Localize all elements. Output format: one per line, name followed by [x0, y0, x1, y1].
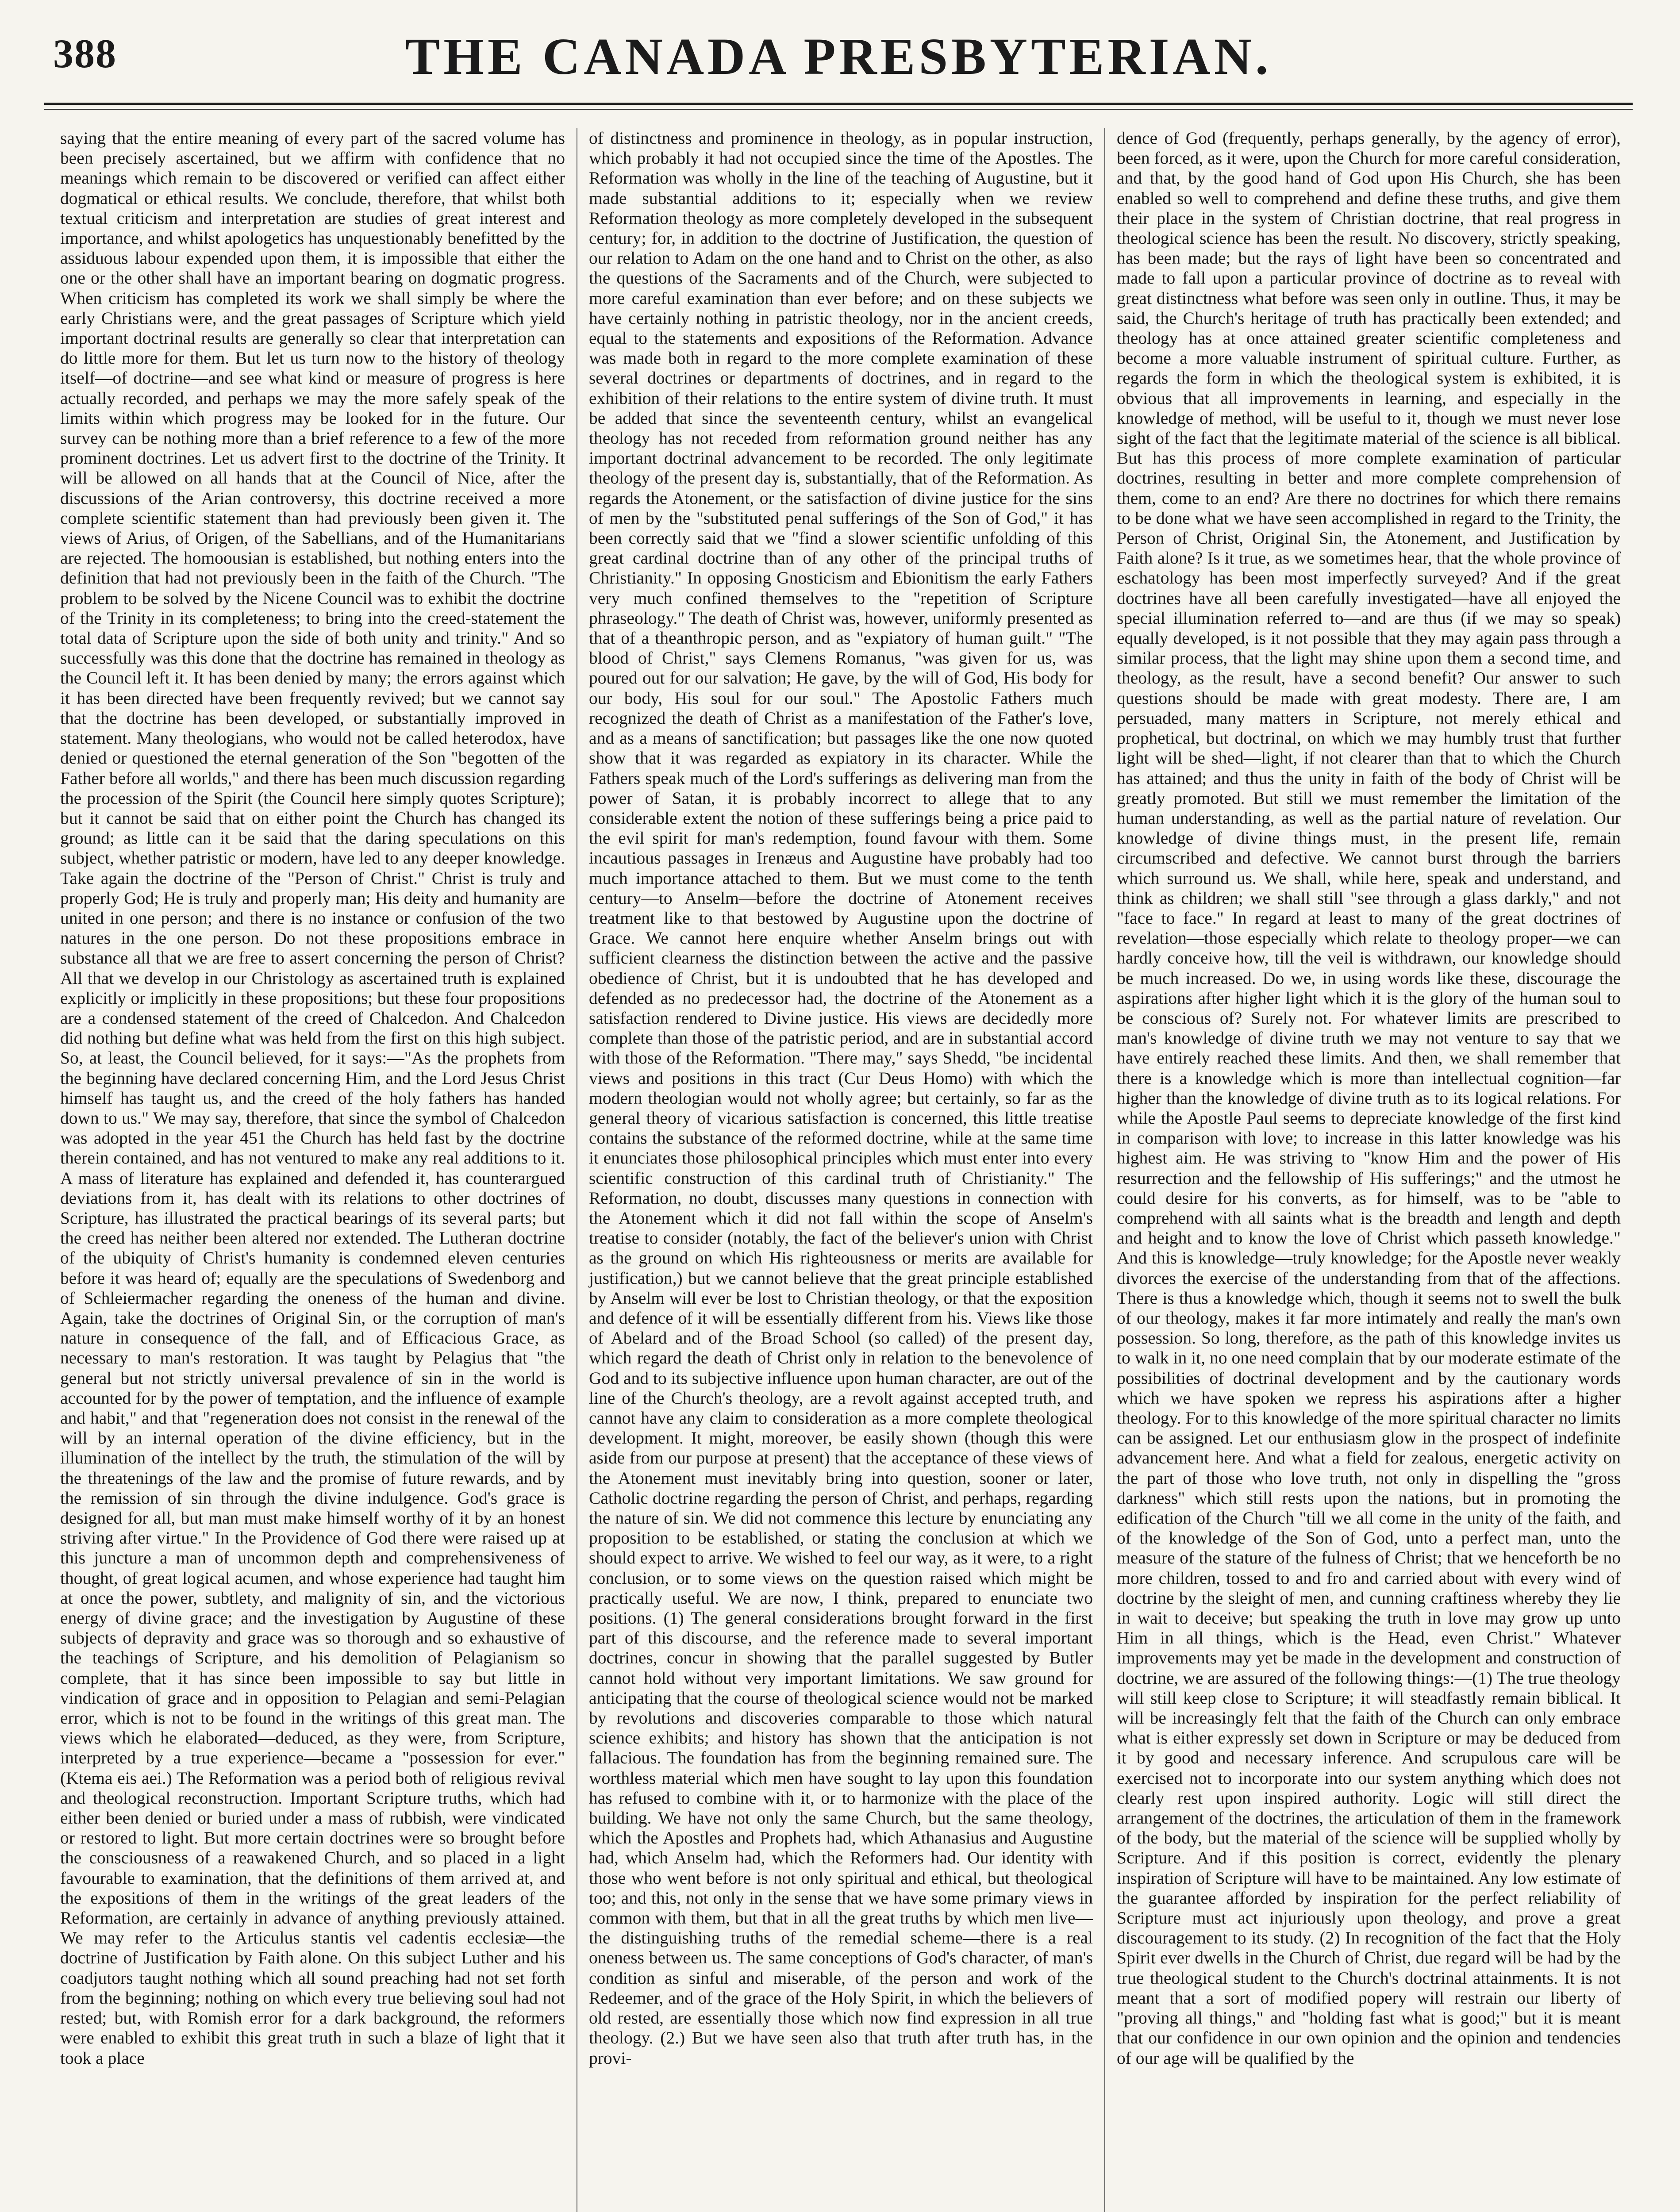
column-text: saying that the entire meaning of every part of the sacred volume has been precisely ascertained, but we affirm with confidence that no meanings which remain to be discovered or verified can affect either dogmatical or ethical results. We conclude, therefore, that whilst both textual criticism and interpretation are studies of great interest and importance, and whilst apologetics has unquestionably benefitted by the assiduous labour expended upon them, it is impossible that either the one or the other shall have an important bearing on dogmatic progress. When criticism has completed its work we shall simply be where the early Christians were, and the great passages of Scripture which yield important doctrinal results are generally so clear that interpretation can do little more for them. But let us turn now to the history of theology itself—of doctrine—and see what kind or measure of progress is here actually recorded, and perhaps we may the more safely speak of the limits within which progress may be looked for in the future. Our survey can be nothing more than a brief reference to a few of the more prominent doctrines. Let us advert first to the doctrine of the Trinity. It will be allowed on all hands that at the Council of Nice, after the discussions of the Arian controversy, this doctrine received a more complete scientific statement than had previously been given it. The views of Arius, of Origen, of the Sabellians, and of the Humanitarians are rejected. The homoousian is established, but nothing enters into the definition that had not previously been in the faith of the Church. "The problem to be solved by the Nicene Council was to exhibit the doctrine of the Trinity in its completeness; to bring into the creed-statement the total data of Scripture upon the side of both unity and trinity." And so successfully was this done that the doctrine has remained in theology as the Council left it. It has been denied by many; the errors against which it has been directed have been frequently revived; but we cannot say that the doctrine has been developed, or substantially improved in statement. Many theologians, who would not be called heterodox, have denied or questioned the eternal generation of the Son "begotten of the Father before all worlds," and there has been much discussion regarding the procession of the Spirit (the Council here simply quotes Scripture); but it cannot be said that on either point the Church has changed its ground; as little can it be said that the daring speculations on this subject, whether patristic or modern, have led to any deeper knowledge. Take again the doctrine of the "Person of Christ." Christ is truly and properly God; He is truly and properly man; His deity and humanity are united in one person; and there is no instance or confusion of the two natures in the one person. Do not these propositions embrace in substance all that we are free to assert concerning the person of Christ? All that we develop in our Christology as ascertained truth is explained explicitly or implicitly in these propositions; but these four propositions are a condensed statement of the creed of Chalcedon. And Chalcedon did nothing but define what was held from the first on this high subject. So, at least, the Council believed, for it says:—"As the prophets from the beginning have declared concerning Him, and the Lord Jesus Christ himself has taught us, and the creed of the holy fathers has handed down to us." We may say, therefore, that since the symbol of Chalcedon was adopted in the year 451 the Church has held fast by the doctrine therein contained, and has not ventured to make any real additions to it. A mass of literature has explained and defended it, has counterargued deviations from it, has dealt with its relations to other doctrines of Scripture, has illustrated the practical bearings of its several parts; but the creed has neither been altered nor extended. The Lutheran doctrine of the ubiquity of Christ's humanity is condemned eleven centuries before it was heard of; equally are the speculations of Swedenborg and of Schleiermacher regarding the oneness of the human and divine. Again, take the doctrines of Original Sin, or the corruption of man's nature in consequence of the fall, and of Efficacious Grace, as necessary to man's restoration. It was taught by Pelagius that "the general but not strictly universal prevalence of sin in the world is accounted for by the power of temptation, and the influence of example and habit," and that "regeneration does not consist in the renewal of the will by an internal operation of the divine efficiency, but in the illumination of the intellect by the truth, the stimulation of the will by the threatenings of the law and the promise of future rewards, and by the remission of sin through the divine indulgence. God's grace is designed for all, but man must make himself worthy of it by an honest striving after virtue." In the Providence of God there were raised up at this juncture a man of uncommon depth and comprehensiveness of thought, of great logical acumen, and whose experience had taught him at once the power, subtlety, and malignity of sin, and the victorious energy of divine grace; and the investigation by Augustine of these subjects of depravity and grace was so thorough and so exhaustive of the teachings of Scripture, and his demolition of Pelagianism so complete, that it has since been impossible to say but little in vindication of grace and in opposition to Pelagian and semi-Pelagian error, which is not to be found in the writings of this great man. The views which he elaborated—deduced, as they were, from Scripture, interpreted by a true experience—became a "possession for ever." (Ktema eis aei.) The Reformation was a period both of religious revival and theological reconstruction. Important Scripture truths, which had either been denied or buried under a mass of rubbish, were vindicated or restored to light. But more certain doctrines were so brought before the consciousness of a reawakened Church, and so placed in a light favourable to examination, that the definitions of them arrived at, and the expositions of them in the writings of the great leaders of the Reformation, are certainly in advance of anything previously attained. We may refer to the Articulus stantis vel cadentis ecclesiæ—the doctrine of Justification by Faith alone. On this subject Luther and his coadjutors taught nothing which all sound preaching had not set forth from the beginning; nothing on which every true believing soul had not rested; but, with Romish error for a dark background, the reformers were enabled to exhibit this great truth in such a blaze of light that it took a place — [60, 128, 565, 2068]
header-rule-thin — [44, 109, 1633, 110]
column-text: dence of God (frequently, perhaps generally, by the agency of error), been forced, as it were, upon the Church for more careful consideration, and that, by the good hand of God upon His Church, she has been enabled so well to comprehend and define these truths, and give them their place in the system of Christian doctrine, that real progress in theological science has been the result. No discovery, strictly speaking, has been made; but the rays of light have been so concentrated and made to fall upon a particular province of doctrine as to reveal with great distinctness what before was seen only in outline. Thus, it may be said, the Church's heritage of truth has practically been extended; and theology has at once attained greater scientific completeness and become a more valuable instrument of spiritual culture. Further, as regards the form in which the theological system is exhibited, it is obvious that all improvements in learning, and especially in the knowledge of method, will be useful to it, though we must never lose sight of the fact that the legitimate material of the science is all biblical. But has this process of more complete examination of particular doctrines, resulting in better and more complete comprehension of them, come to an end? Are there no doctrines for which there remains to be done what we have seen accomplished in regard to the Trinity, the Person of Christ, Original Sin, the Atonement, and Justification by Faith alone? Is it true, as we sometimes hear, that the whole province of eschatology has been most imperfectly surveyed? And if the great doctrines have all been carefully investigated—have all enjoyed the special illumination referred to—and are thus (if we may so speak) equally developed, is it not possible that they may again pass through a similar process, that the light may shine upon them a second time, and theology, as the result, have a second benefit? Our answer to such questions should be made with great modesty. There are, I am persuaded, many matters in Scripture, not merely ethical and prophetical, but doctrinal, on which we may humbly trust that further light will be shed—light, if not clearer than that to which the Church has attained; and thus the unity in faith of the body of Christ will be greatly promoted. But still we must remember the limitation of the human understanding, as well as the partial nature of revelation. Our knowledge of divine things must, in the present life, remain circumscribed and defective. We cannot burst through the barriers which surround us. We shall, while here, speak and understand, and think as children; we shall still "see through a glass darkly," and not "face to face." In regard at least to many of the great doctrines of revelation—those especially which relate to theology proper—we can hardly conceive how, till the veil is withdrawn, our knowledge should be much increased. Do we, in using words like these, discourage the aspirations after higher light which it is the glory of the human soul to be conscious of? Surely not. For whatever limits are prescribed to man's knowledge of divine truth we may not venture to say that we have entirely reached these limits. And then, we shall remember that there is a knowledge which is more than intellectual cognition—far higher than the knowledge of divine truth as to its logical relations. For while the Apostle Paul seems to depreciate knowledge of the first kind in comparison with love; to increase in this latter knowledge was his highest aim. He was striving to "know Him and the power of His resurrection and the fellowship of His sufferings;" and the utmost he could desire for his converts, as for himself, was to be "able to comprehend with all saints what is the breadth and length and depth and height and to know the love of Christ which passeth knowledge." And this is knowledge—truly knowledge; for the Apostle never weakly divorces the exercise of the understanding from that of the affections. There is thus a knowledge which, though it seems not to swell the bulk of our theology, makes it far more intimately and really the man's own possession. So long, therefore, as the path of this knowledge invites us to walk in it, no one need complain that by our moderate estimate of the possibilities of doctrinal development and by the cautionary words which we have spoken we repress his aspirations after a higher theology. For to this knowledge of the more spiritual character no limits can be assigned. Let our enthusiasm glow in the prospect of indefinite advancement here. And what a field for zealous, energetic activity on the part of those who love truth, not only in dispelling the "gross darkness" which still rests upon the nations, but in promoting the edification of the Church "till we all come in the unity of the faith, and of the knowledge of the Son of God, unto a perfect man, unto the measure of the stature of the fulness of Christ; that we henceforth be no more children, tossed to and fro and carried about with every wind of doctrine by the sleight of men, and cunning craftiness whereby they lie in wait to deceive; but speaking the truth in love may grow up unto Him in all things, which is the Head, even Christ." Whatever improvements may yet be made in the development and construction of doctrine, we are assured of the following things:—(1) The true theology will still keep close to Scripture; it will steadfastly remain biblical. It will be increasingly felt that the faith of the Church can only embrace what is either expressly set down in Scripture or may be deduced from it by good and necessary inference. And scrupulous care will be exercised not to incorporate into our system anything which does not clearly rest upon inspired authority. Logic will still direct the arrangement of the doctrines, the articulation of them in the framework of the body, but the material of the science will be supplied wholly by Scripture. And if this position is correct, evidently the plenary inspiration of Scripture will have to be maintained. Any low estimate of the guarantee afforded by inspiration for the perfect reliability of Scripture must act injuriously upon theology, and prove a great discouragement to its study. (2) In recognition of the fact that the Holy Spirit ever dwells in the Church of Christ, due regard will be had by the true theological student to the Church's doctrinal attainments. It is not meant that a sort of modified popery will restrain our liberty of "proving all things," and "holding fast what is good;" but it is meant that our confidence in our own opinion and the opinion and tendencies of our age will be qualified by the — [1117, 128, 1621, 2068]
column-right — [1104, 128, 1632, 2212]
column-text: of distinctness and prominence in theology, as in popular instruction, which probably it had not occupied since the time of the Apostles. The Reformation was wholly in the line of the teaching of Augustine, but it made substantial additions to it; especially when we review Reformation theology as more completely developed in the subsequent century; for, in addition to the doctrine of Justification, the question of our relation to Adam on the one hand and to Christ on the other, as also the questions of the Sacraments and of the Church, were subjected to more careful examination than ever before; and on these subjects we have certainly nothing in patristic theology, nor in the ancient creeds, equal to the statements and expositions of the Reformation. Advance was made both in regard to the more complete examination of these several doctrines or departments of doctrines, and in regard to the exhibition of their relations to the entire system of divine truth. It must be added that since the seventeenth century, whilst an evangelical theology has not receded from reformation ground neither has any important doctrinal advancement to be recorded. The only legitimate theology of the present day is, substantially, that of the Reformation. As regards the Atonement, or the satisfaction of divine justice for the sins of men by the "substituted penal sufferings of the Son of God," it has been correctly said that we "find a slower scientific unfolding of this great cardinal doctrine than of any other of the principal truths of Christianity." In opposing Gnosticism and Ebionitism the early Fathers very much confined themselves to the "repetition of Scripture phraseology." The death of Christ was, however, uniformly presented as that of a theanthropic person, and as "expiatory of human guilt." "The blood of Christ," says Clemens Romanus, "was given for us, was poured out for our salvation; He gave, by the will of God, His body for our body, His soul for our soul." The Apostolic Fathers much recognized the death of Christ as a manifestation of the Father's love, and as a means of sanctification; but passages like the one now quoted show that it was regarded as expiatory in its character. While the Fathers speak much of the Lord's sufferings as delivering man from the power of Satan, it is probably incorrect to allege that to any considerable extent the notion of these sufferings being a price paid to the evil spirit for man's redemption, found favour with them. Some incautious passages in Irenæus and Augustine have probably had too much importance attached to them. But we must come to the tenth century—to Anselm—before the doctrine of Atonement receives treatment like to that bestowed by Augustine upon the doctrine of Grace. We cannot here enquire whether Anselm brings out with sufficient clearness the distinction between the active and the passive obedience of Christ, but it is undoubted that he has developed and defended as no predecessor had, the doctrine of the Atonement as a satisfaction rendered to Divine justice. His views are decidedly more complete than those of the patristic period, and are in substantial accord with those of the Reformation. "There may," says Shedd, "be incidental views and positions in this tract (Cur Deus Homo) with which the modern theologian would not wholly agree; but certainly, so far as the general theory of vicarious satisfaction is concerned, this little treatise contains the substance of the reformed doctrine, while at the same time it enunciates those philosophical principles which must enter into every scientific construction of this cardinal truth of Christianity." The Reformation, no doubt, discusses many questions in connection with the Atonement which it did not fall within the scope of Anselm's treatise to consider (notably, the fact of the believer's union with Christ as the ground on which His righteousness or merits are available for justification,) but we cannot believe that the great principle established by Anselm will ever be lost to Christian theology, or that the exposition and defence of it will be essentially different from his. Views like those of Abelard and of the Broad School (so called) of the present day, which regard the death of Christ only in relation to the benevolence of God and to its subjective influence upon human character, are out of the line of the Church's theology, are a revolt against accepted truth, and cannot have any claim to consideration as a more complete theological development. It might, moreover, be easily shown (though this were aside from our purpose at present) that the acceptance of these views of the Atonement must inevitably bring into question, sooner or later, Catholic doctrine regarding the person of Christ, and perhaps, regarding the nature of sin. We did not commence this lecture by enunciating any proposition to be established, or stating the conclusion at which we should expect to arrive. We wished to feel our way, as it were, to a right conclusion, or to some views on the question raised which might be practically useful. We are now, I think, prepared to enunciate two positions. (1) The general considerations brought forward in the first part of this discourse, and the reference made to several important doctrines, concur in showing that the parallel suggested by Butler cannot hold without very important limitations. We saw ground for anticipating that the course of theological science would not be marked by revolutions and discoveries comparable to those which natural science exhibits; and history has shown that the anticipation is not fallacious. The foundation has from the beginning remained sure. The worthless material which men have sought to lay upon this foundation has refused to combine with it, or to harmonize with the place of the building. We have not only the same Church, but the same theology, which the Apostles and Prophets had, which Athanasius and Augustine had, which Anselm had, which the Reformers had. Our identity with those who went before is not only spiritual and ethical, but theological too; and this, not only in the sense that we have some primary views in common with them, but that in all the great truths by which men live—the distinguishing truths of the remedial scheme—there is a real oneness between us. The same conceptions of God's character, of man's condition as sinful and miserable, of the person and work of the Redeemer, and of the grace of the Holy Spirit, in which the believers of old rested, are essentially those which now find expression in all true theology. (2.) But we have seen also that truth after truth has, in the provi- — [589, 128, 1093, 2068]
page-number: 388 — [53, 31, 117, 76]
masthead-title: THE CANADA PRESBYTERIAN. — [405, 27, 1272, 85]
article-columns — [49, 128, 1633, 2212]
column-middle — [577, 128, 1104, 2212]
header-rule-thick — [44, 103, 1633, 105]
column-left — [49, 128, 577, 2212]
page-header — [44, 18, 1633, 97]
